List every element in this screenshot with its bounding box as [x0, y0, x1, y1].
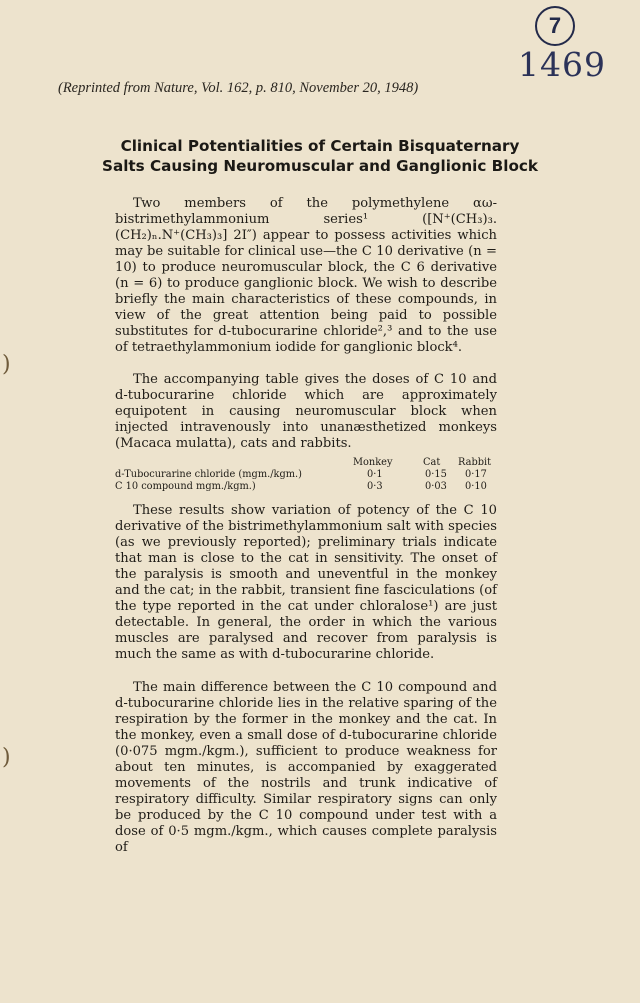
- paragraph-3-text: These results show variation of potency of the C 10 derivative of the bistrimethylammonium salt with species (as we previously reported); preliminary trials indicate that man is close to the cat in sensitivity. The onset of the paralysis is smooth and uneventful in the monkey and the cat; in the rabbit, transient fine fasciculations (of the type reported in the cat under chloralose¹) are just detectable. In general, the order in which the various muscles are paralysed and recover from paralysis is much the same as with d-tubocurarine chloride.: [115, 503, 497, 662]
- cell-monkey: 0·1: [367, 469, 383, 480]
- cell-rabbit: 0·17: [465, 469, 487, 480]
- binding-mark: ): [2, 352, 11, 377]
- archive-stamp-number: 1469: [518, 45, 606, 84]
- paragraph-2-text: The accompanying table gives the doses of C 10 and d-tubocurarine chloride which are approximately equipotent in causing neuromuscular block when injected intravenously into unanæsthetized monkeys (Macaca mulatta), cats and rabbits.: [115, 372, 497, 451]
- paragraph-4: [115, 680, 497, 856]
- reprint-citation: (Reprinted from Nature, Vol. 162, p. 810, November 20, 1948): [58, 80, 419, 96]
- paragraph-4-text: The main difference between the C 10 compound and d-tubocurarine chloride lies in the relative sparing of the respiration by the former in the monkey and the cat. In the monkey, even a small dose of d-tubocurarine chloride (0·075 mgm./kgm.), sufficient to produce weakness for about ten minutes, is accompanied by exaggerated movements of the nostrils and trunk indicative of respiratory difficulty. Similar respiratory signs can only be produced by the C 10 compound under test with a dose of 0·5 mgm./kgm., which causes complete paralysis of: [115, 680, 497, 855]
- cell-cat: 0·03: [425, 481, 447, 492]
- header-rabbit: Rabbit: [458, 457, 492, 468]
- table-row: [115, 481, 497, 493]
- dose-table-header: [115, 457, 497, 469]
- row-label: C 10 compound mgm./kgm.): [115, 481, 256, 492]
- archive-stamp-circle: 7: [535, 6, 575, 46]
- cell-monkey: 0·3: [367, 481, 383, 492]
- table-row: [115, 469, 497, 481]
- binding-mark: ): [2, 745, 11, 770]
- cell-rabbit: 0·10: [465, 481, 487, 492]
- paragraph-3: [115, 503, 497, 663]
- paragraph-1-text: Two members of the polymethylene αω-bistrimethylammonium series¹ ([N⁺(CH₃)₃.(CH₂)ₙ.N⁺(CH₃)₃] 2I″) appear to possess activities which may be suitable for clinical use—the C 10 derivative (n = 10) to produce neuromuscular block, the C 6 derivative (n = 6) to produce ganglionic block. We wish to describe briefly the main characteristics of these compounds, in view of the great attention being paid to possible substitutes for d-tubocurarine chloride²,³ and to the use of tetraethylammonium iodide for ganglionic block⁴.: [115, 196, 497, 355]
- header-cat: Cat: [423, 457, 441, 468]
- cell-cat: 0·15: [425, 469, 447, 480]
- header-monkey: Monkey: [353, 457, 393, 468]
- paragraph-2: [115, 372, 497, 452]
- row-label: d-Tubocurarine chloride (mgm./kgm.): [115, 469, 302, 480]
- dose-table: [115, 457, 497, 493]
- article-title: Clinical Potentialities of Certain Bisquaternary Salts Causing Neuromuscular and Ganglionic Block: [102, 137, 538, 175]
- paragraph-1: [115, 196, 497, 356]
